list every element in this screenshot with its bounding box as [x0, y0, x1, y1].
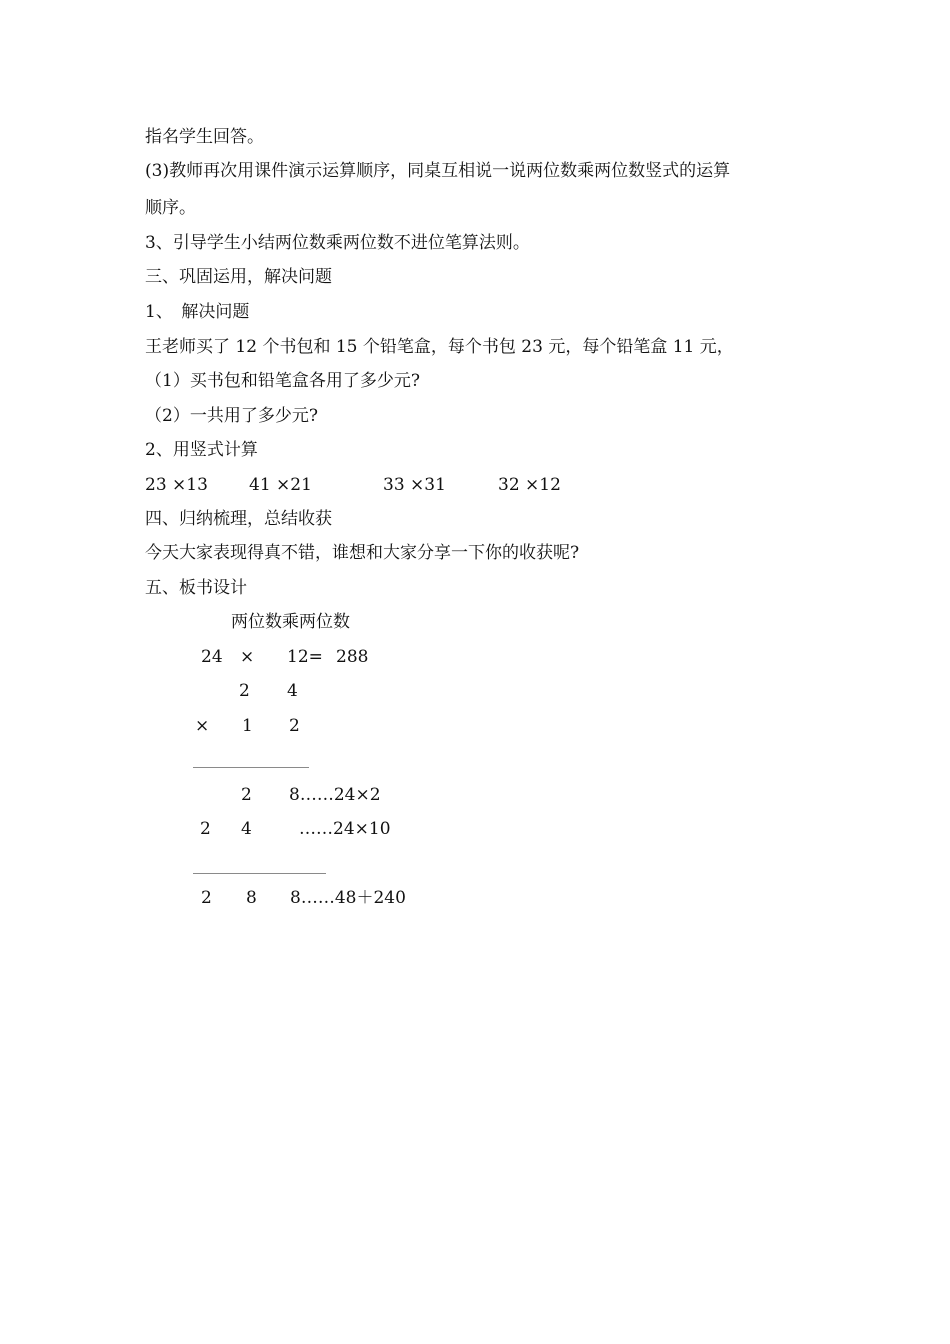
board-r5-hundreds: 2 [201, 888, 212, 908]
board-eq-result: 288 [336, 647, 369, 667]
problem-text: 王老师买了 12 个书包和 15 个铅笔盒，每个书包 23 元，每个铅笔盒 11 元， [145, 337, 734, 357]
board-eq-times: × [240, 647, 255, 667]
board-r2-times: × [195, 716, 210, 736]
board-r5-tens: 8 [246, 888, 257, 908]
board-eq-a: 24 [201, 647, 223, 667]
board-r1-ones: 4 [287, 681, 298, 701]
exercise-1: 23 ×13 [145, 475, 208, 495]
exercise-3: 33 ×31 [383, 475, 446, 495]
question-1: （1）买书包和铅笔盒各用了多少元? [145, 371, 420, 391]
section-3-heading: 三、巩固运用，解决问题 [145, 267, 332, 287]
item-2-heading: 2、用竖式计算 [145, 440, 258, 460]
board-rule-2 [193, 873, 326, 874]
board-r4-note: ……24×10 [299, 819, 391, 839]
board-rule-1 [193, 767, 309, 768]
board-r3-note: 8……24×2 [289, 785, 381, 805]
board-r2-tens: 1 [242, 716, 253, 736]
board-title: 两位数乘两位数 [231, 612, 350, 632]
board-r2-ones: 2 [289, 716, 300, 736]
exercise-4: 32 ×12 [498, 475, 561, 495]
board-r4-tens: 4 [241, 819, 252, 839]
question-2: （2）一共用了多少元? [145, 406, 318, 426]
board-r4-hundreds: 2 [200, 819, 211, 839]
exercise-2: 41 ×21 [249, 475, 312, 495]
board-eq-b: 12= [287, 647, 323, 667]
board-r1-tens: 2 [239, 681, 250, 701]
section-4-heading: 四、归纳梳理，总结收获 [145, 509, 332, 529]
paragraph-summary: 3、引导学生小结两位数乘两位数不进位笔算法则。 [145, 233, 530, 253]
board-r5-note: 8……48＋240 [290, 888, 406, 908]
paragraph-step-3: (3)教师再次用课件演示运算顺序，同桌互相说一说两位数乘两位数竖式的运算 [145, 161, 731, 181]
board-r3-tens: 2 [241, 785, 252, 805]
paragraph-answer: 指名学生回答。 [145, 127, 264, 147]
section-5-heading: 五、板书设计 [145, 578, 247, 598]
paragraph-step-3-cont: 顺序。 [145, 198, 196, 218]
section-4-text: 今天大家表现得真不错，谁想和大家分享一下你的收获呢? [145, 543, 580, 563]
item-1-heading: 1、 解决问题 [145, 302, 250, 322]
